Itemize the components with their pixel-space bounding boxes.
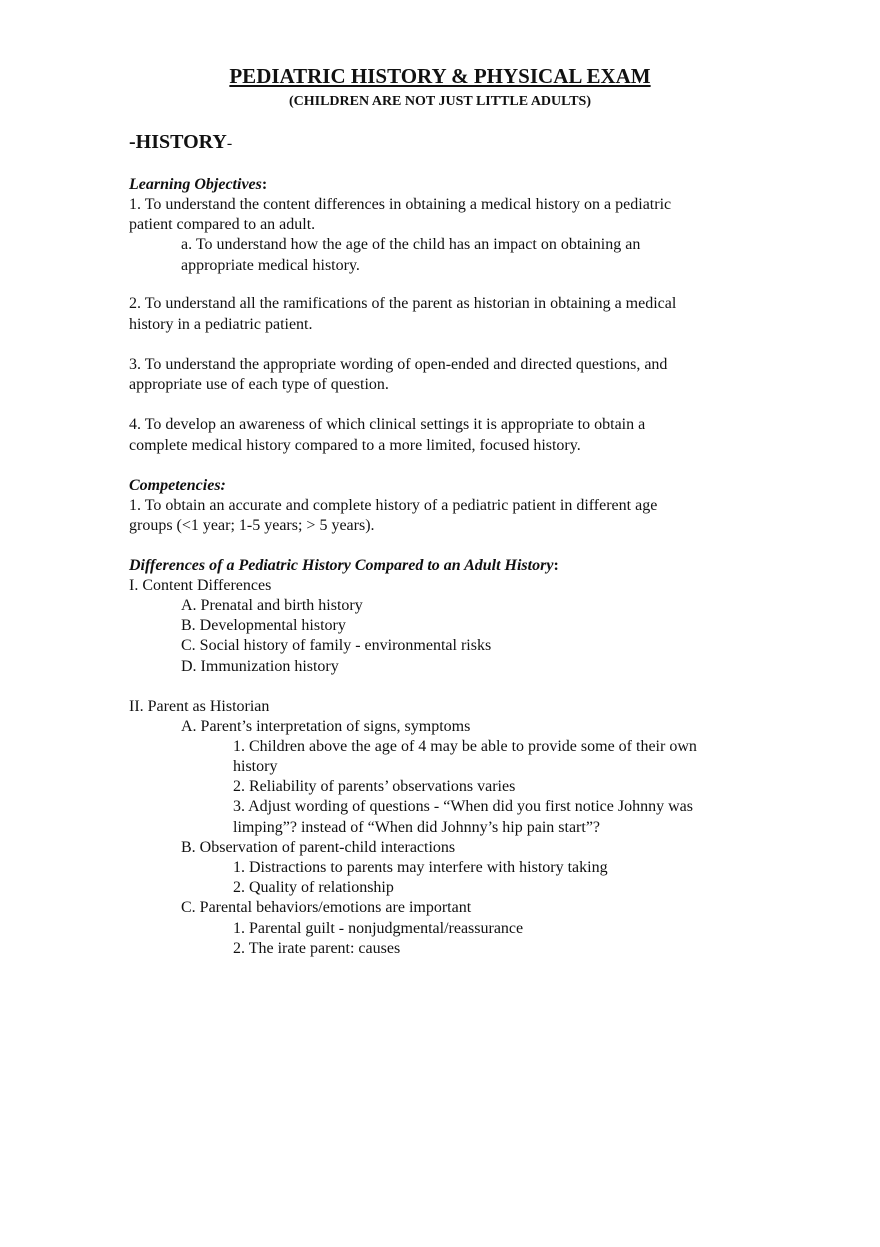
outline-item: II. Parent as Historian: [129, 698, 270, 715]
outline-item: I. Content Differences: [129, 577, 272, 594]
objectives-colon: :: [261, 176, 268, 193]
objective-line: patient compared to an adult.: [129, 216, 316, 233]
outline-item: 1. Distractions to parents may interfere with history taking: [233, 859, 608, 876]
document-subtitle: (CHILDREN ARE NOT JUST LITTLE ADULTS): [288, 94, 591, 109]
outline-item: 1. Children above the age of 4 may be able to provide some of their own: [233, 738, 697, 755]
competencies-heading: Competencies:: [129, 477, 226, 494]
outline-item: A. Parent’s interpretation of signs, symptoms: [181, 718, 471, 735]
differences-colon: :: [553, 557, 559, 574]
objective-line: a. To understand how the age of the child has an impact on obtaining an: [181, 236, 641, 253]
objective-line: history in a pediatric patient.: [129, 316, 313, 333]
outline-item: 2. The irate parent: causes: [233, 940, 401, 957]
objective-line: complete medical history compared to a more limited, focused history.: [129, 437, 581, 454]
outline-item: A. Prenatal and birth history: [181, 597, 363, 614]
outline-item: B. Observation of parent-child interactions: [181, 839, 456, 856]
document-title: PEDIATRIC HISTORY & PHYSICAL EXAM: [229, 64, 651, 88]
outline-item: B. Developmental history: [181, 617, 346, 634]
outline-item: 2. Reliability of parents’ observations varies: [233, 778, 516, 795]
section-heading-dash: -: [226, 135, 233, 152]
section-heading-history: [129, 132, 232, 154]
objective-line: appropriate medical history.: [181, 257, 360, 274]
outline-item: D. Immunization history: [181, 658, 339, 675]
objective-line: 1. To understand the content differences in obtaining a medical history on a pediatric: [129, 196, 672, 213]
outline-item: history: [233, 758, 278, 775]
objective-line: appropriate use of each type of question.: [129, 376, 389, 393]
outline-item: 3. Adjust wording of questions - “When did you first notice Johnny was: [233, 798, 693, 815]
section-heading-text: -HISTORY: [129, 131, 227, 153]
objectives-heading-text: Learning Objectives: [129, 176, 262, 193]
objectives-heading: [129, 175, 267, 195]
outline-item: C. Social history of family - environmental risks: [181, 637, 492, 654]
competency-line: groups (<1 year; 1-5 years; > 5 years).: [129, 517, 375, 534]
objective-line: 2. To understand all the ramifications of the parent as historian in obtaining a medical: [129, 295, 677, 312]
objective-line: 4. To develop an awareness of which clinical settings it is appropriate to obtain a: [129, 416, 646, 433]
outline-item: C. Parental behaviors/emotions are important: [181, 899, 472, 916]
differences-heading: [129, 556, 559, 576]
outline-item: 2. Quality of relationship: [233, 879, 394, 896]
outline-item: 1. Parental guilt - nonjudgmental/reassurance: [233, 920, 524, 937]
outline-item: limping”? instead of “When did Johnny’s hip pain start”?: [233, 819, 601, 836]
competency-line: 1. To obtain an accurate and complete history of a pediatric patient in different age: [129, 497, 658, 514]
differences-heading-text: Differences of a Pediatric History Compared to an Adult History: [129, 557, 554, 574]
objective-line: 3. To understand the appropriate wording of open-ended and directed questions, and: [129, 356, 668, 373]
